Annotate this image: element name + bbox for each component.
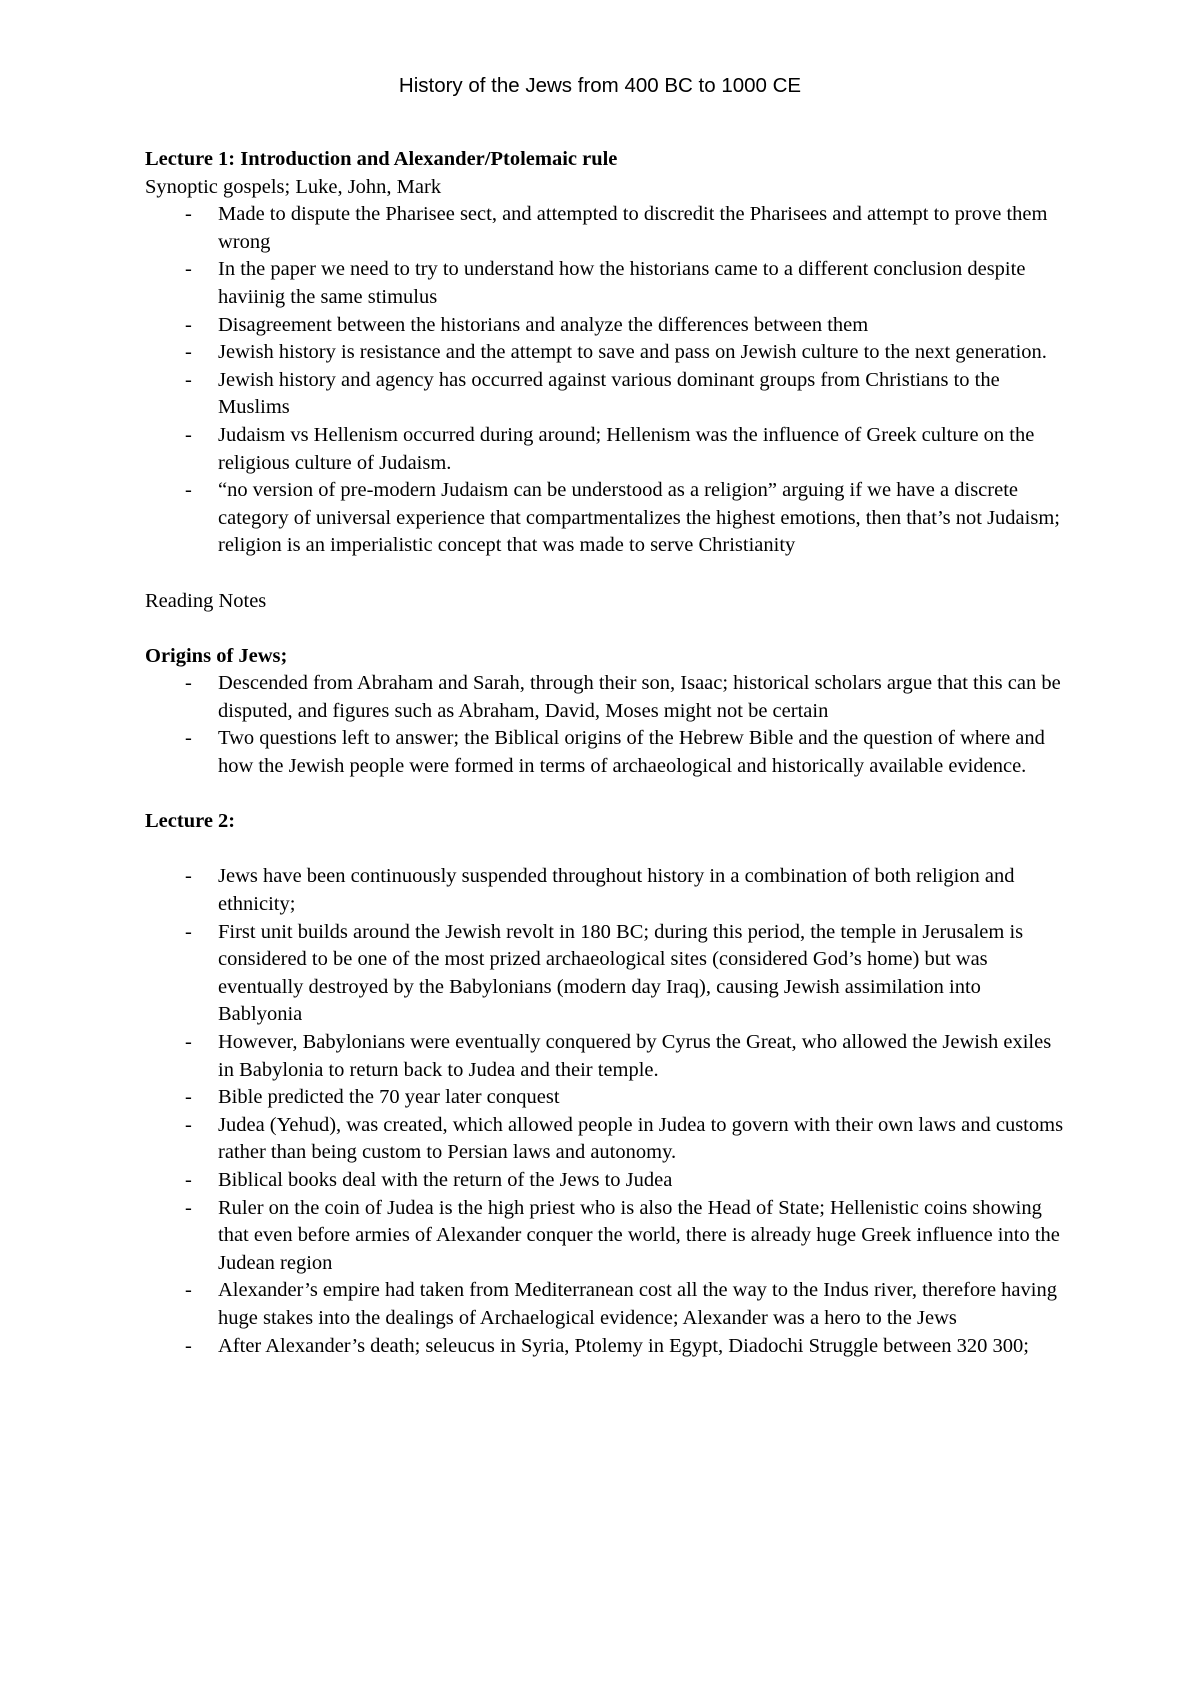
spacer xyxy=(145,781,1065,809)
bullet-dash: - xyxy=(185,1334,192,1357)
lecture-1-heading: Lecture 1: Introduction and Alexander/Ptolemaic rule xyxy=(145,148,618,170)
bullet-dash: - xyxy=(185,1086,192,1109)
bullet-item xyxy=(145,1195,1065,1278)
origins-heading: Origins of Jews; xyxy=(145,644,288,667)
bullet-dash: - xyxy=(185,258,192,281)
spacer xyxy=(145,560,1065,588)
bullet-item xyxy=(145,201,1065,256)
bullet-dash: - xyxy=(185,479,192,502)
bullet-dash: - xyxy=(185,1279,192,1302)
bullet-text: Ruler on the coin of Judea is the high priest who is also the Head of State; Hellenistic coins showing that even before armies of Alexander conquer the world, there is already huge Greek influence into the Judean region xyxy=(218,1196,1060,1274)
document-title: History of the Jews from 400 BC to 1000 CE xyxy=(398,74,802,97)
bullet-text: Judaism vs Hellenism occurred during around; Hellenism was the influence of Greek culture on the religious culture of Judaism. xyxy=(218,423,1035,474)
bullet-dash: - xyxy=(185,341,192,364)
bullet-item xyxy=(145,1112,1065,1167)
bullet-text: In the paper we need to try to understand how the historians came to a different conclusion despite haviinig the same stimulus xyxy=(218,258,1026,308)
bullet-text: Disagreement between the historians and analyze the differences between them xyxy=(218,313,869,336)
bullet-item xyxy=(145,1167,1065,1195)
bullet-text: First unit builds around the Jewish revolt in 180 BC; during this period, the temple in Jerusalem is considered to be one of the most prized archaeological sites (considered God’s home) but was eventually destroyed by the Babylonians (modern day Iraq), causing Jewish assimilation into Bablyonia xyxy=(218,920,1024,1026)
spacer xyxy=(145,836,1065,864)
bullet-item xyxy=(145,339,1065,367)
lecture-2-heading: Lecture 2: xyxy=(145,810,236,833)
bullet-item xyxy=(145,1029,1065,1084)
bullet-item xyxy=(145,422,1065,477)
bullet-dash: - xyxy=(185,865,192,888)
spacer xyxy=(145,615,1065,643)
bullet-text: Alexander’s empire had taken from Mediterranean cost all the way to the Indus river, therefore having huge stakes into the dealings of Archaelogical evidence; Alexander was a hero to the Jews xyxy=(218,1279,1057,1329)
bullet-item xyxy=(145,1277,1065,1332)
bullet-item xyxy=(145,312,1065,340)
origins-bullet-list xyxy=(145,670,1065,780)
bullet-text: Two questions left to answer; the Biblical origins of the Hebrew Bible and the question of where and how the Jewish people were formed in terms of archaeological and historically available evidence. xyxy=(218,727,1045,778)
bullet-item xyxy=(145,919,1065,1029)
bullet-dash: - xyxy=(185,1196,192,1219)
bullet-text: Judea (Yehud), was created, which allowed people in Judea to govern with their own laws and customs rather than being custom to Persian laws and autonomy. xyxy=(218,1113,1064,1164)
bullet-text: Biblical books deal with the return of the Jews to Judea xyxy=(218,1168,673,1191)
bullet-text: Descended from Abraham and Sarah, through their son, Isaac; historical scholars argue that this can be disputed, and figures such as Abraham, David, Moses might not be certain xyxy=(218,672,1061,722)
bullet-dash: - xyxy=(185,423,192,446)
bullet-text: Jews have been continuously suspended throughout history in a combination of both religion and ethnicity; xyxy=(218,865,1015,916)
bullet-item xyxy=(145,367,1065,422)
bullet-text: Jewish history and agency has occurred against various dominant groups from Christians to the Muslims xyxy=(218,368,1000,419)
bullet-dash: - xyxy=(185,1113,192,1136)
bullet-item xyxy=(145,256,1065,311)
bullet-dash: - xyxy=(185,203,192,226)
bullet-text: Bible predicted the 70 year later conquest xyxy=(218,1086,560,1109)
bullet-item xyxy=(145,477,1065,560)
bullet-item xyxy=(145,1084,1065,1112)
bullet-item xyxy=(145,1333,1065,1361)
bullet-text: Made to dispute the Pharisee sect, and attempted to discredit the Pharisees and attempt to prove them wrong xyxy=(218,203,1048,253)
bullet-text: “no version of pre-modern Judaism can be understood as a religion” arguing if we have a discrete category of universal experience that compartmentalizes the highest emotions, then that’s not Judaism; religion is an imperialistic concept that was made to serve Christianity xyxy=(218,479,1060,557)
bullet-text: Jewish history is resistance and the attempt to save and pass on Jewish culture to the next generation. xyxy=(218,341,1047,364)
bullet-dash: - xyxy=(185,727,192,750)
lecture-2-bullet-list xyxy=(145,863,1065,1360)
bullet-dash: - xyxy=(185,368,192,391)
bullet-dash: - xyxy=(185,920,192,943)
document-body xyxy=(145,146,1065,1360)
bullet-dash: - xyxy=(185,1168,192,1191)
bullet-item xyxy=(145,863,1065,918)
bullet-item xyxy=(145,670,1065,725)
bullet-item xyxy=(145,725,1065,780)
bullet-dash: - xyxy=(185,672,192,695)
bullet-dash: - xyxy=(185,1031,192,1053)
bullet-dash: - xyxy=(185,313,192,336)
lecture-1-bullet-list xyxy=(145,201,1065,560)
bullet-text: However, Babylonians were eventually conquered by Cyrus the Great, who allowed the Jewish exiles in Babylonia to return back to Judea and their temple. xyxy=(218,1031,1052,1081)
lecture-1-subline: Synoptic gospels; Luke, John, Mark xyxy=(145,175,442,198)
bullet-text: After Alexander’s death; seleucus in Syria, Ptolemy in Egypt, Diadochi Struggle between 320 300; xyxy=(218,1334,1029,1357)
reading-notes-label: Reading Notes xyxy=(145,589,267,612)
